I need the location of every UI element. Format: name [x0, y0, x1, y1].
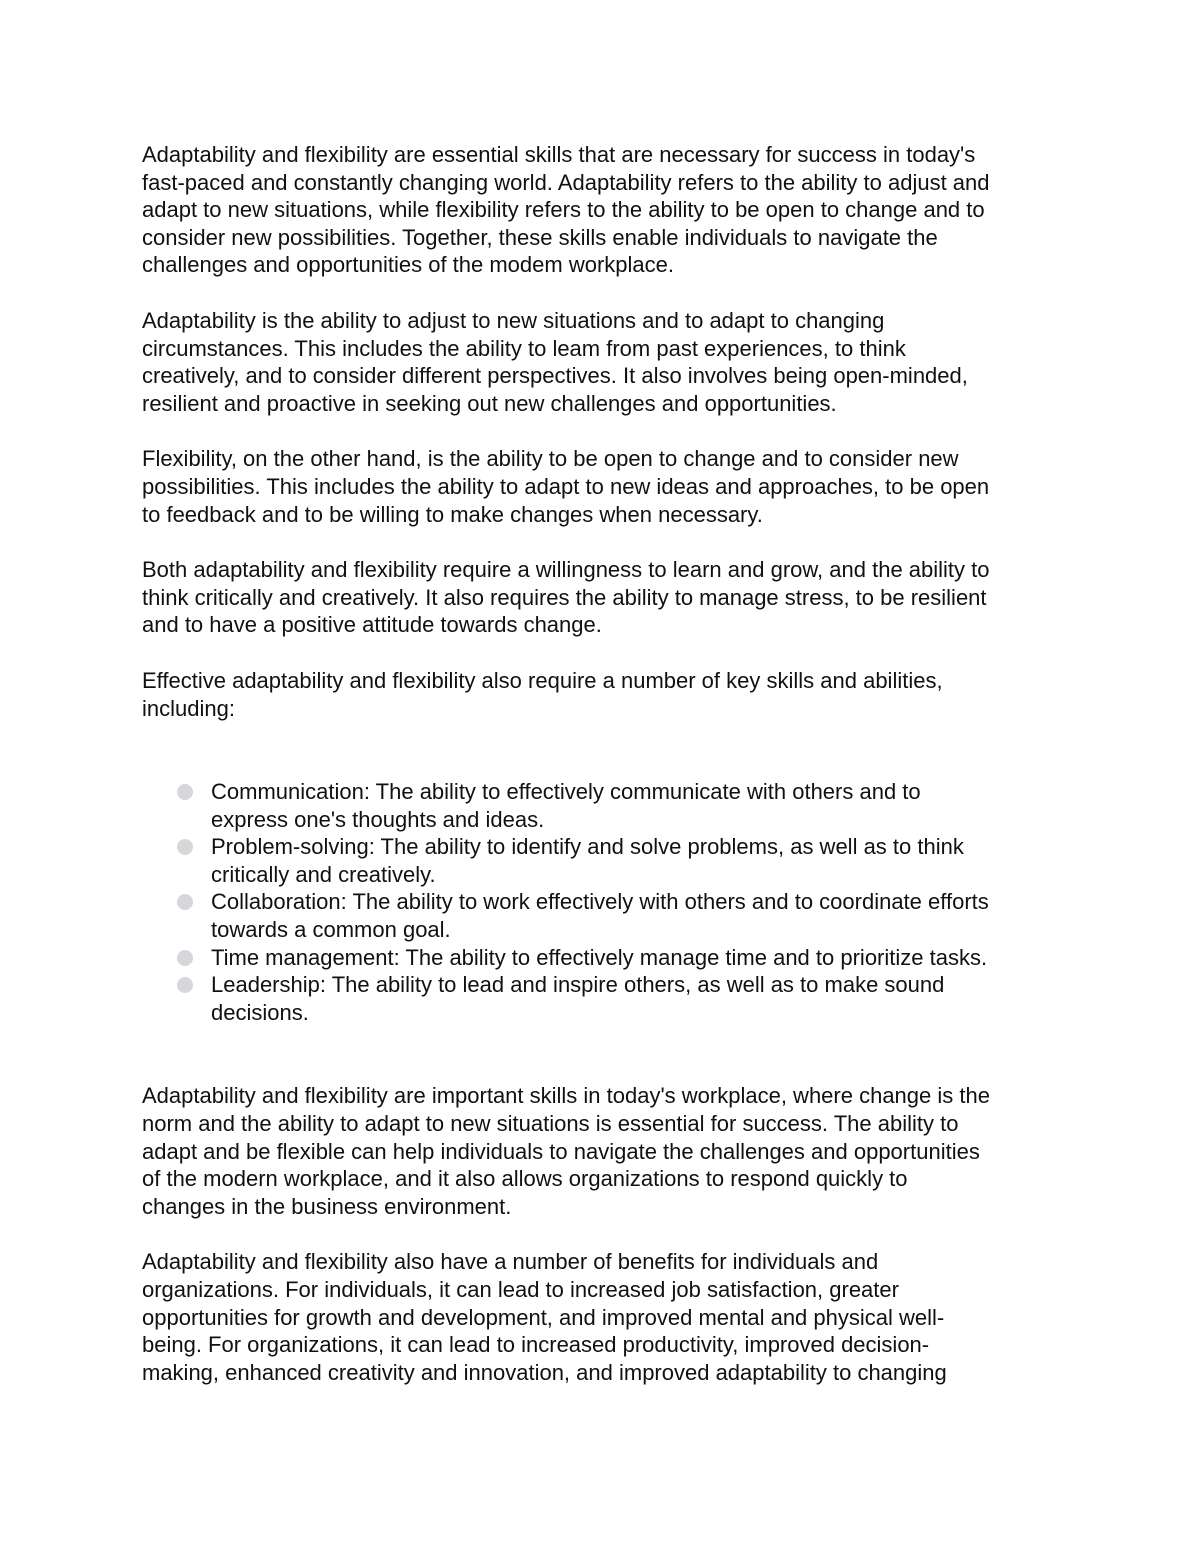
- paragraph-spacer: [142, 279, 1072, 307]
- skills-list: [142, 778, 1072, 1026]
- paragraph-spacer: [142, 639, 1072, 667]
- text-line: critically and creatively.: [211, 861, 436, 887]
- paragraph-spacer: [142, 528, 1072, 556]
- text-line: consider new possibilities. Together, these skills enable individuals to navigate the: [142, 224, 938, 250]
- text-line: towards a common goal.: [211, 917, 451, 943]
- text-line: to feedback and to be willing to make changes when necessary.: [142, 501, 763, 527]
- list-spacer: [142, 722, 1072, 778]
- text-line: Adaptability is the ability to adjust to new situations and to adapt to changing: [142, 307, 885, 333]
- text-line: and to have a positive attitude towards change.: [142, 612, 602, 638]
- text-line: norm and the ability to adapt to new situations is essential for success. The ability to: [142, 1111, 959, 1137]
- text-line: Both adaptability and flexibility require a willingness to learn and grow, and the ability to: [142, 557, 990, 583]
- text-line: challenges and opportunities of the modem workplace.: [142, 252, 674, 278]
- bullet-icon: [177, 977, 193, 993]
- paragraph-adaptability: [142, 307, 1072, 417]
- text-line: making, enhanced creativity and innovation, and improved adaptability to changing: [142, 1359, 947, 1385]
- text-line: Problem-solving: The ability to identify and solve problems, as well as to think: [211, 834, 964, 860]
- bullet-icon: [177, 950, 193, 966]
- text-line: possibilities. This includes the ability to adapt to new ideas and approaches, to be open: [142, 473, 990, 499]
- text-line: opportunities for growth and development, and improved mental and physical well-: [142, 1304, 945, 1330]
- text-line: Adaptability and flexibility also have a number of benefits for individuals and: [142, 1249, 879, 1275]
- bullet-icon: [177, 784, 193, 800]
- bullet-icon: [177, 894, 193, 910]
- text-line: circumstances. This includes the ability to leam from past experiences, to think: [142, 335, 906, 361]
- text-line: Flexibility, on the other hand, is the ability to be open to change and to consider new: [142, 446, 959, 472]
- text-line: Adaptability and flexibility are essential skills that are necessary for success in today's: [142, 142, 976, 167]
- list-item: [142, 944, 1072, 972]
- text-line: Collaboration: The ability to work effectively with others and to coordinate efforts: [211, 889, 989, 915]
- text-line: changes in the business environment.: [142, 1193, 512, 1219]
- paragraph-both: [142, 556, 1072, 639]
- paragraph-spacer: [142, 1220, 1072, 1248]
- text-line: fast-paced and constantly changing world. Adaptability refers to the ability to adjust and: [142, 169, 990, 195]
- paragraph-flexibility: [142, 445, 1072, 528]
- text-line: Leadership: The ability to lead and inspire others, as well as to make sound: [211, 972, 945, 998]
- text-line: think critically and creatively. It also requires the ability to manage stress, to be resilient: [142, 584, 987, 610]
- text-line: adapt to new situations, while flexibility refers to the ability to be open to change and to: [142, 197, 985, 223]
- text-line: express one's thoughts and ideas.: [211, 806, 545, 832]
- list-spacer: [142, 1026, 1072, 1082]
- list-item: [142, 778, 1072, 833]
- list-item: [142, 888, 1072, 943]
- text-line: creatively, and to consider different perspectives. It also involves being open-minded,: [142, 363, 968, 389]
- paragraph-workplace: [142, 1082, 1072, 1220]
- paragraph-benefits: [142, 1248, 1072, 1386]
- text-line: adapt and be flexible can help individuals to navigate the challenges and opportunities: [142, 1138, 980, 1164]
- text-line: Communication: The ability to effectively communicate with others and to: [211, 779, 921, 805]
- text-line: organizations. For individuals, it can lead to increased job satisfaction, greater: [142, 1277, 899, 1302]
- text-line: decisions.: [211, 999, 309, 1025]
- text-line: Adaptability and flexibility are important skills in today's workplace, where change is the: [142, 1083, 990, 1109]
- document-body: [142, 141, 1072, 1386]
- paragraph-key-skills: [142, 667, 1072, 722]
- text-line: resilient and proactive in seeking out new challenges and opportunities.: [142, 390, 837, 416]
- paragraph-spacer: [142, 417, 1072, 445]
- list-item: [142, 971, 1072, 1026]
- paragraph-intro: [142, 141, 1072, 279]
- bullet-icon: [177, 839, 193, 855]
- text-line: being. For organizations, it can lead to increased productivity, improved decision-: [142, 1332, 930, 1358]
- text-line: of the modern workplace, and it also allows organizations to respond quickly to: [142, 1166, 908, 1192]
- list-item: [142, 833, 1072, 888]
- text-line: including:: [142, 695, 235, 721]
- text-line: Effective adaptability and flexibility also require a number of key skills and abilities,: [142, 667, 943, 693]
- text-line: Time management: The ability to effectively manage time and to prioritize tasks.: [211, 944, 988, 970]
